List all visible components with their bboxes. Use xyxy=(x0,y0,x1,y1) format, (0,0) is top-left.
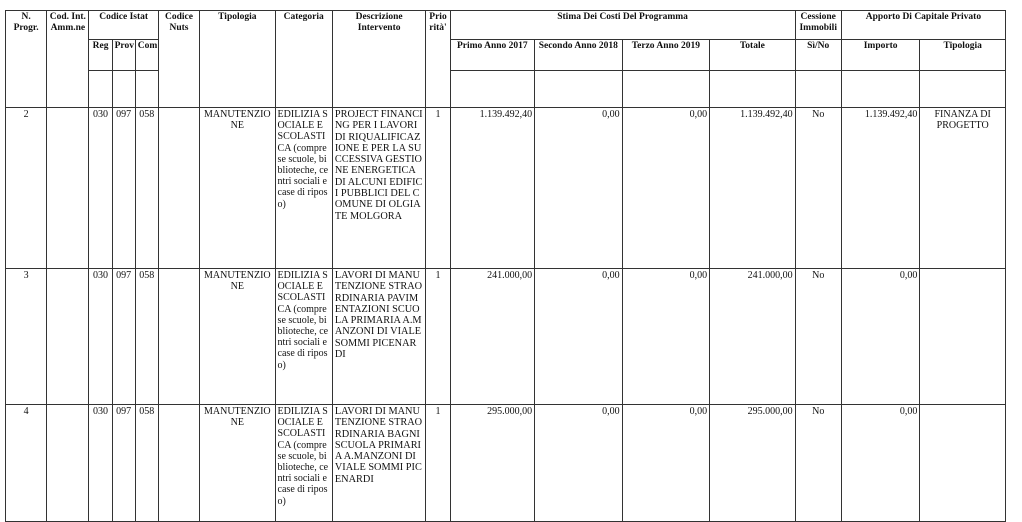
cell-n-progr: 3 xyxy=(6,269,47,405)
header-tipologia: Tipologia xyxy=(200,11,275,108)
header-com: Com xyxy=(135,40,158,71)
header-stima-costi: Stima Dei Costi Del Programma xyxy=(450,11,795,40)
cell-categoria: EDILIZIA SOCIALE E SCOLASTICA (comprese scuole, biblioteche, centri sociali e case di riposo) xyxy=(275,108,332,269)
table-row xyxy=(6,269,1006,405)
cell-nuts xyxy=(158,405,199,522)
cell-terzo-anno: 0,00 xyxy=(622,269,710,405)
cell-importo: 1.139.492,40 xyxy=(841,108,919,269)
header-secondo-anno: Secondo Anno 2018 xyxy=(535,40,623,71)
cell-n-progr: 2 xyxy=(6,108,47,269)
spacer-cell xyxy=(135,71,158,108)
header-reg: Reg xyxy=(89,40,112,71)
cell-cessione: No xyxy=(795,405,841,522)
cell-com: 058 xyxy=(135,405,158,522)
cell-reg: 030 xyxy=(89,108,112,269)
cell-tipologia: MANUTENZIONE xyxy=(200,108,275,269)
cell-importo: 0,00 xyxy=(841,405,919,522)
header-descrizione: Descrizione Intervento xyxy=(332,11,426,108)
cell-tipologia-capitale: FINANZA DI PROGETTO xyxy=(920,108,1006,269)
cell-totale: 241.000,00 xyxy=(710,269,796,405)
cell-primo-anno: 1.139.492,40 xyxy=(450,108,535,269)
cell-primo-anno: 295.000,00 xyxy=(450,405,535,522)
spacer-cell xyxy=(89,71,112,108)
cell-priorita: 1 xyxy=(426,269,450,405)
cell-reg: 030 xyxy=(89,405,112,522)
cell-totale: 295.000,00 xyxy=(710,405,796,522)
cell-cod-int xyxy=(47,405,89,522)
spacer-cell xyxy=(112,71,135,108)
cell-prov: 097 xyxy=(112,108,135,269)
spacer-cell xyxy=(622,71,710,108)
cell-com: 058 xyxy=(135,108,158,269)
cell-descrizione: LAVORI DI MANUTENZIONE STRAORDINARIA PAVIMENTAZIONI SCUOLA PRIMARIA A.MANZONI DI VIALE SOMMI PICENARDI xyxy=(332,269,426,405)
cell-com: 058 xyxy=(135,269,158,405)
cell-cod-int xyxy=(47,269,89,405)
cell-descrizione: LAVORI DI MANUTENZIONE STRAORDINARIA BAGNI SCUOLA PRIMARIA A.MANZONI DI VIALE SOMMI PICENARDI xyxy=(332,405,426,522)
cell-totale: 1.139.492,40 xyxy=(710,108,796,269)
cell-secondo-anno: 0,00 xyxy=(535,405,623,522)
header-importo: Importo xyxy=(841,40,919,71)
table-row xyxy=(6,405,1006,522)
header-cessione-immobili: Cessione Immobili xyxy=(795,11,841,40)
header-codice-istat: Codice Istat xyxy=(89,11,158,40)
cell-tipologia: MANUTENZIONE xyxy=(200,405,275,522)
cell-n-progr: 4 xyxy=(6,405,47,522)
cell-importo: 0,00 xyxy=(841,269,919,405)
cell-primo-anno: 241.000,00 xyxy=(450,269,535,405)
header-si-no: Sì/No xyxy=(795,40,841,71)
header-categoria: Categoria xyxy=(275,11,332,108)
cell-terzo-anno: 0,00 xyxy=(622,405,710,522)
programme-table xyxy=(5,10,1006,522)
cell-cod-int xyxy=(47,108,89,269)
header-n-progr: N. Progr. xyxy=(6,11,47,108)
cell-priorita: 1 xyxy=(426,108,450,269)
table-row xyxy=(6,108,1006,269)
spacer-cell xyxy=(841,71,919,108)
header-priorita: Prio rità' xyxy=(426,11,450,108)
header-primo-anno: Primo Anno 2017 xyxy=(450,40,535,71)
cell-categoria: EDILIZIA SOCIALE E SCOLASTICA (comprese scuole, biblioteche, centri sociali e case di riposo) xyxy=(275,405,332,522)
cell-secondo-anno: 0,00 xyxy=(535,108,623,269)
header-tipologia-capitale: Tipologia xyxy=(920,40,1006,71)
cell-priorita: 1 xyxy=(426,405,450,522)
cell-descrizione: PROJECT FINANCING PER I LAVORI DI RIQUALIFICAZIONE E PER LA SUCCESSIVA GESTIONE ENERGETICA DI ALCUNI EDIFICI PUBBLICI DEL COMUNE DI OLGIATE MOLGORA xyxy=(332,108,426,269)
header-codice-nuts: Codice Nuts xyxy=(158,11,199,108)
cell-tipologia-capitale xyxy=(920,269,1006,405)
cell-terzo-anno: 0,00 xyxy=(622,108,710,269)
header-terzo-anno: Terzo Anno 2019 xyxy=(622,40,710,71)
cell-prov: 097 xyxy=(112,405,135,522)
spacer-cell xyxy=(920,71,1006,108)
header-prov: Prov xyxy=(112,40,135,71)
spacer-cell xyxy=(710,71,796,108)
cell-prov: 097 xyxy=(112,269,135,405)
header-apporto-capitale: Apporto Di Capitale Privato xyxy=(841,11,1005,40)
cell-categoria: EDILIZIA SOCIALE E SCOLASTICA (comprese scuole, biblioteche, centri sociali e case di riposo) xyxy=(275,269,332,405)
header-cod-int: Cod. Int. Amm.ne xyxy=(47,11,89,108)
spacer-cell xyxy=(795,71,841,108)
cell-tipologia-capitale xyxy=(920,405,1006,522)
cell-cessione: No xyxy=(795,269,841,405)
cell-cessione: No xyxy=(795,108,841,269)
cell-nuts xyxy=(158,108,199,269)
spacer-cell xyxy=(450,71,535,108)
cell-tipologia: MANUTENZIONE xyxy=(200,269,275,405)
cell-secondo-anno: 0,00 xyxy=(535,269,623,405)
cell-nuts xyxy=(158,269,199,405)
header-totale: Totale xyxy=(710,40,796,71)
spacer-cell xyxy=(535,71,623,108)
cell-reg: 030 xyxy=(89,269,112,405)
